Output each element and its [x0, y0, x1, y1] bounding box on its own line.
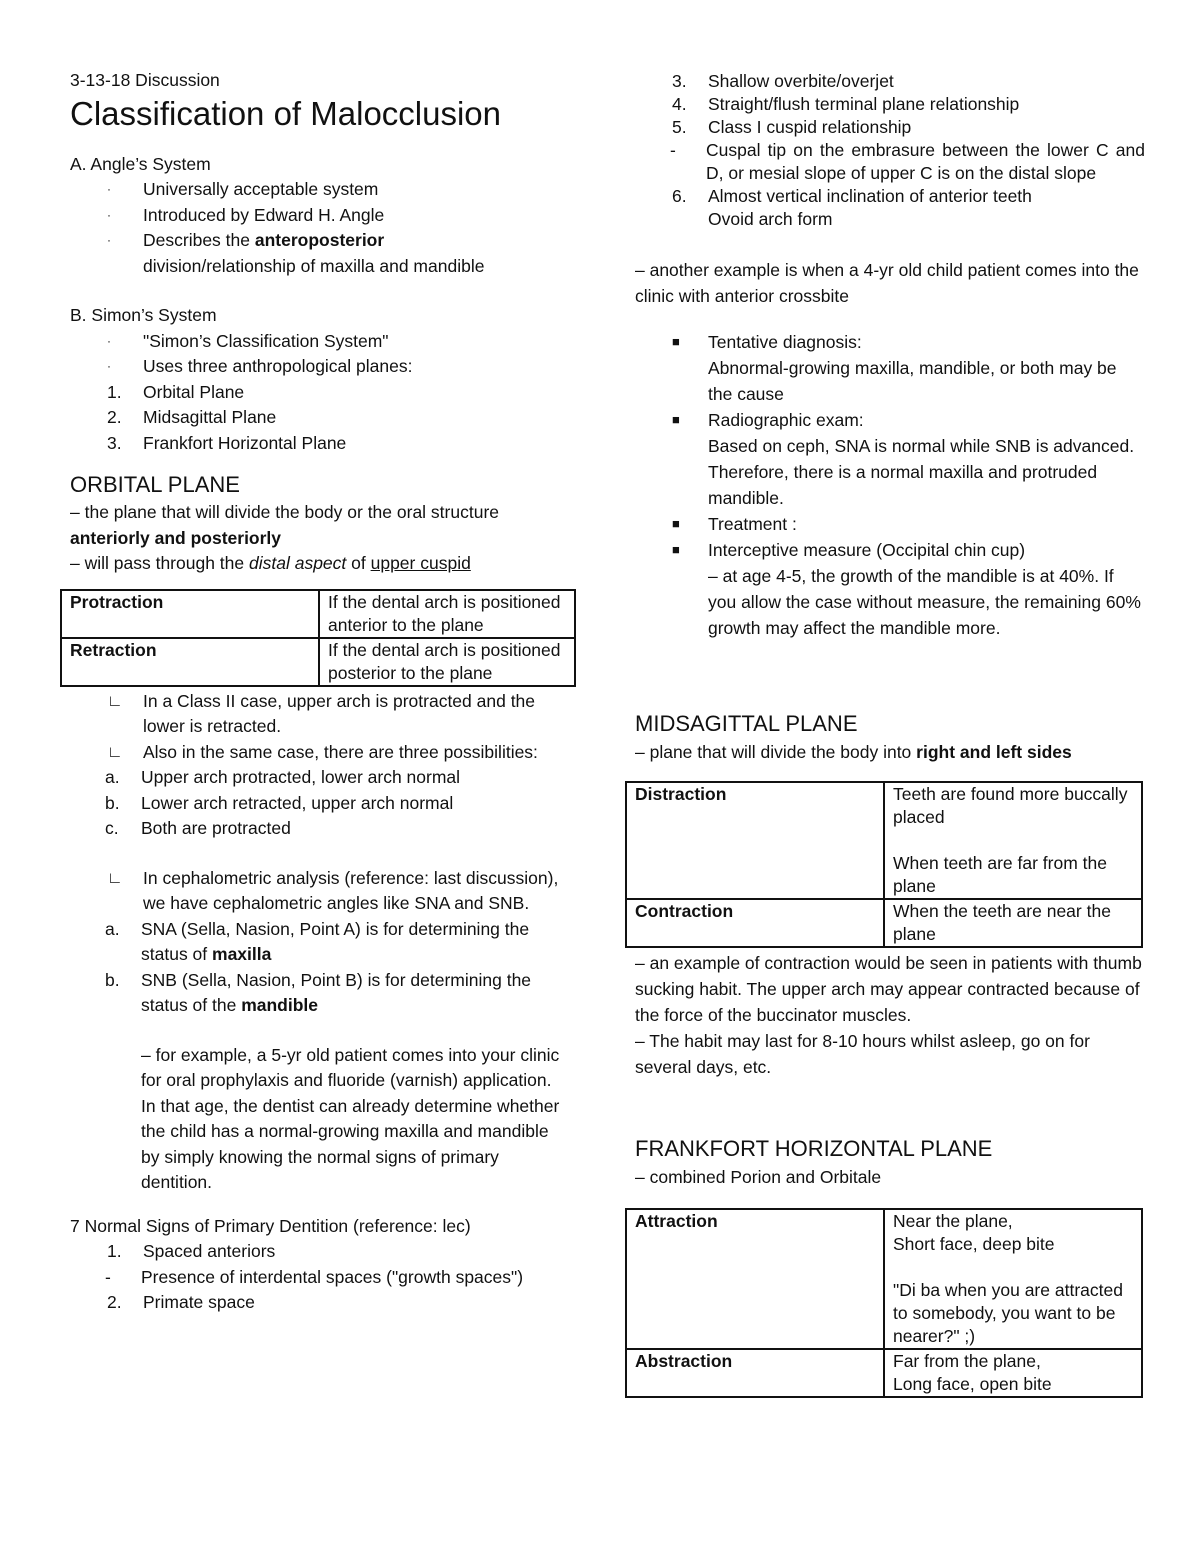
- list-item: · Uses three anthropological planes:: [107, 356, 413, 376]
- list-item: 5. Class I cuspid relationship: [672, 117, 912, 137]
- midsagittal-heading: MIDSAGITTAL PLANE: [635, 711, 858, 736]
- list-item: b. Lower arch retracted, upper arch normal: [105, 792, 454, 813]
- list-item: 3. Frankfort Horizontal Plane: [107, 432, 347, 453]
- table-row: Protraction If the dental arch is positioned anterior to the plane: [61, 590, 575, 638]
- signs-heading: 7 Normal Signs of Primary Dentition (reference: lec): [70, 1215, 471, 1236]
- list-item: · Describes the anteroposterior division/relationship of maxilla and mandible: [107, 230, 485, 276]
- list-item: 2. Primate space: [107, 1292, 255, 1312]
- frankfort-table: [625, 1208, 1143, 1398]
- page-title: Classification of Malocclusion: [70, 94, 502, 132]
- list-item: · Universally acceptable system: [107, 179, 379, 199]
- habit-note: – The habit may last for 8-10 hours whilst asleep, go on for several days, etc.: [635, 1031, 1090, 1077]
- list-item: 2. Midsagittal Plane: [107, 407, 277, 427]
- left-column: [70, 68, 570, 1316]
- list-item: 3. Shallow overbite/overjet: [672, 71, 894, 91]
- orbital-table: [60, 589, 576, 687]
- list-item: ■ Interceptive measure (Occipital chin cup) – at age 4-5, the growth of the mandible is at 40%. If you allow the case without measure, the remaining 60% growth may affect the mandible more.: [672, 540, 1141, 638]
- list-item: b. SNB (Sella, Nasion, Point B) is for determining the status of the mandible: [105, 969, 532, 1015]
- list-item: a. SNA (Sella, Nasion, Point A) is for determining the status of maxilla: [105, 918, 530, 964]
- list-item: 1. Orbital Plane: [107, 381, 245, 402]
- orbital-definition-2: – will pass through the distal aspect of upper cuspid: [70, 553, 471, 573]
- frankfort-heading: FRANKFORT HORIZONTAL PLANE: [635, 1136, 993, 1161]
- table-row: Abstraction Far from the plane, Long face, open bite: [626, 1349, 1142, 1397]
- frankfort-definition: – combined Porion and Orbitale: [635, 1167, 882, 1187]
- list-item: - Cuspal tip on the embrasure between the lower C and D, or mesial slope of upper C is on the distal slope: [670, 140, 1145, 183]
- table-row: Retraction If the dental arch is positioned posterior to the plane: [61, 638, 575, 686]
- list-item: · Introduced by Edward H. Angle: [107, 204, 385, 225]
- contraction-note: – an example of contraction would be seen in patients with thumb sucking habit. The upper arch may appear contracted because of the force of the buccinator muscles.: [635, 953, 1142, 1025]
- list-item: 4. Straight/flush terminal plane relationship: [672, 94, 1020, 114]
- list-item: ■ Treatment :: [672, 514, 797, 534]
- discussion-date: 3-13-18 Discussion: [70, 70, 220, 90]
- list-item: 1. Spaced anteriors: [107, 1241, 276, 1261]
- table-row: Contraction When the teeth are near the plane: [626, 899, 1142, 947]
- list-item: ∟ Also in the same case, there are three possibilities:: [107, 741, 538, 762]
- right-column: [635, 70, 1145, 1400]
- midsagittal-table: [625, 781, 1143, 948]
- angle-heading: A. Angle’s System: [70, 153, 211, 174]
- list-item: ■ Tentative diagnosis: Abnormal-growing maxilla, mandible, or both may be the cause: [672, 332, 1117, 404]
- list-item: 6. Almost vertical inclination of anterior teeth Ovoid arch form: [672, 186, 1032, 229]
- list-item: ■ Radiographic exam: Based on ceph, SNA is normal while SNB is advanced. Therefore, there is a normal maxilla and protruded mandible.: [672, 410, 1135, 508]
- orbital-definition: – the plane that will divide the body or the oral structure anteriorly and posteriorly: [70, 502, 499, 548]
- table-row: Distraction Teeth are found more buccally placed When teeth are far from the plane: [626, 782, 1142, 899]
- crossbite-intro: – another example is when a 4-yr old child patient comes into the clinic with anterior crossbite: [635, 260, 1139, 306]
- midsagittal-definition: – plane that will divide the body into right and left sides: [635, 742, 1072, 762]
- list-item: ∟ In a Class II case, upper arch is protracted and the lower is retracted.: [107, 690, 536, 736]
- orbital-heading: ORBITAL PLANE: [70, 472, 240, 497]
- list-item: ∟ In cephalometric analysis (reference: last discussion), we have cephalometric angles like SNA and SNB.: [107, 867, 559, 913]
- simon-heading: B. Simon’s System: [70, 305, 217, 325]
- list-item: - Presence of interdental spaces ("growth spaces"): [105, 1266, 524, 1287]
- table-row: Attraction Near the plane, Short face, deep bite "Di ba when you are attracted to somebody, you want to be nearer?" ;): [626, 1209, 1142, 1349]
- list-item: a. Upper arch protracted, lower arch normal: [105, 767, 461, 787]
- example-paragraph: – for example, a 5-yr old patient comes into your clinic for oral prophylaxis and fluoride (varnish) application. In that age, the dentist can already determine whether the child has a normal-growing maxilla and mandible by simply knowing the normal signs of primary dentition.: [141, 1044, 560, 1192]
- list-item: c. Both are protracted: [105, 818, 291, 838]
- list-item: · "Simon’s Classification System": [107, 330, 389, 351]
